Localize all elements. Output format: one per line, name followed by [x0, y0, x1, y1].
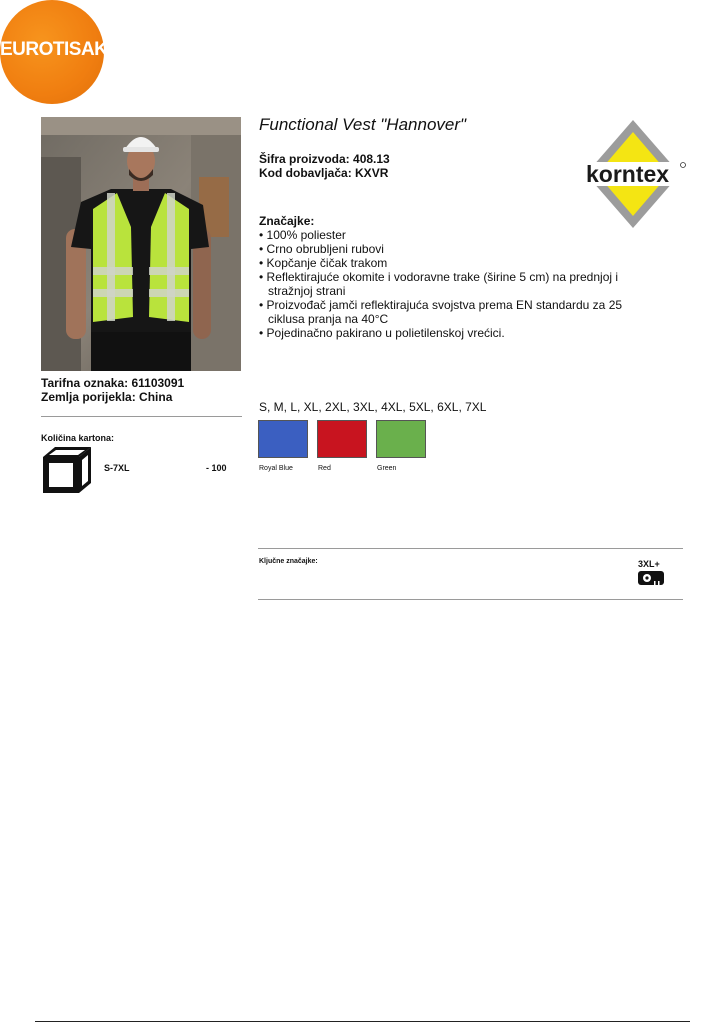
- eurotisak-logo: [0, 0, 108, 104]
- color-swatch-red: [317, 420, 367, 458]
- country-of-origin: Zemlja porijekla: China: [41, 390, 173, 404]
- product-photo: [41, 117, 241, 371]
- korntex-logo: [583, 120, 688, 228]
- color-label: Green: [377, 465, 397, 472]
- carton-size-range: S-7XL: [104, 463, 130, 473]
- features-list: [259, 228, 659, 340]
- feature-item: • 100% poliester: [259, 228, 659, 242]
- divider: [41, 416, 242, 417]
- korntex-logo-text: korntex: [586, 161, 670, 187]
- key-features-heading: Ključne značajke:: [259, 558, 318, 565]
- size-icon-text: 3XL+: [638, 559, 660, 569]
- color-label: Red: [318, 465, 331, 472]
- product-code: Šifra proizvoda: 408.13: [259, 152, 390, 166]
- carton-quantity: - 100: [206, 463, 227, 473]
- size-3xl-plus-icon: [638, 558, 668, 588]
- color-swatch-green: [376, 420, 426, 458]
- tariff-code: Tarifna oznaka: 61103091: [41, 376, 185, 390]
- color-swatch-royal-blue: [258, 420, 308, 458]
- supplier-code: Kod dobavljača: KXVR: [259, 166, 389, 180]
- carton-box-icon: [41, 445, 93, 495]
- carton-heading: Količina kartona:: [41, 433, 115, 443]
- feature-item: • Pojedinačno pakirano u polietilenskoj vrećici.: [259, 326, 659, 340]
- color-label: Royal Blue: [259, 465, 293, 472]
- feature-item: • Crno obrubljeni rubovi: [259, 242, 659, 256]
- features-heading: Značajke:: [259, 214, 315, 228]
- feature-item: • Proizvođač jamči reflektirajuća svojstva prema EN standardu za 25 ciklusa pranja na 40°C: [259, 298, 659, 326]
- available-sizes: S, M, L, XL, 2XL, 3XL, 4XL, 5XL, 6XL, 7XL: [259, 400, 487, 414]
- product-title: Functional Vest "Hannover": [259, 115, 467, 134]
- feature-item: • Kopčanje čičak trakom: [259, 256, 659, 270]
- footer-divider: [35, 1021, 690, 1022]
- divider: [258, 548, 683, 549]
- divider: [258, 599, 683, 600]
- logo-text: EUROTISAK: [0, 39, 108, 60]
- feature-item: • Reflektirajuće okomite i vodoravne trake (širine 5 cm) na prednjoj i stražnjoj strani: [259, 270, 659, 298]
